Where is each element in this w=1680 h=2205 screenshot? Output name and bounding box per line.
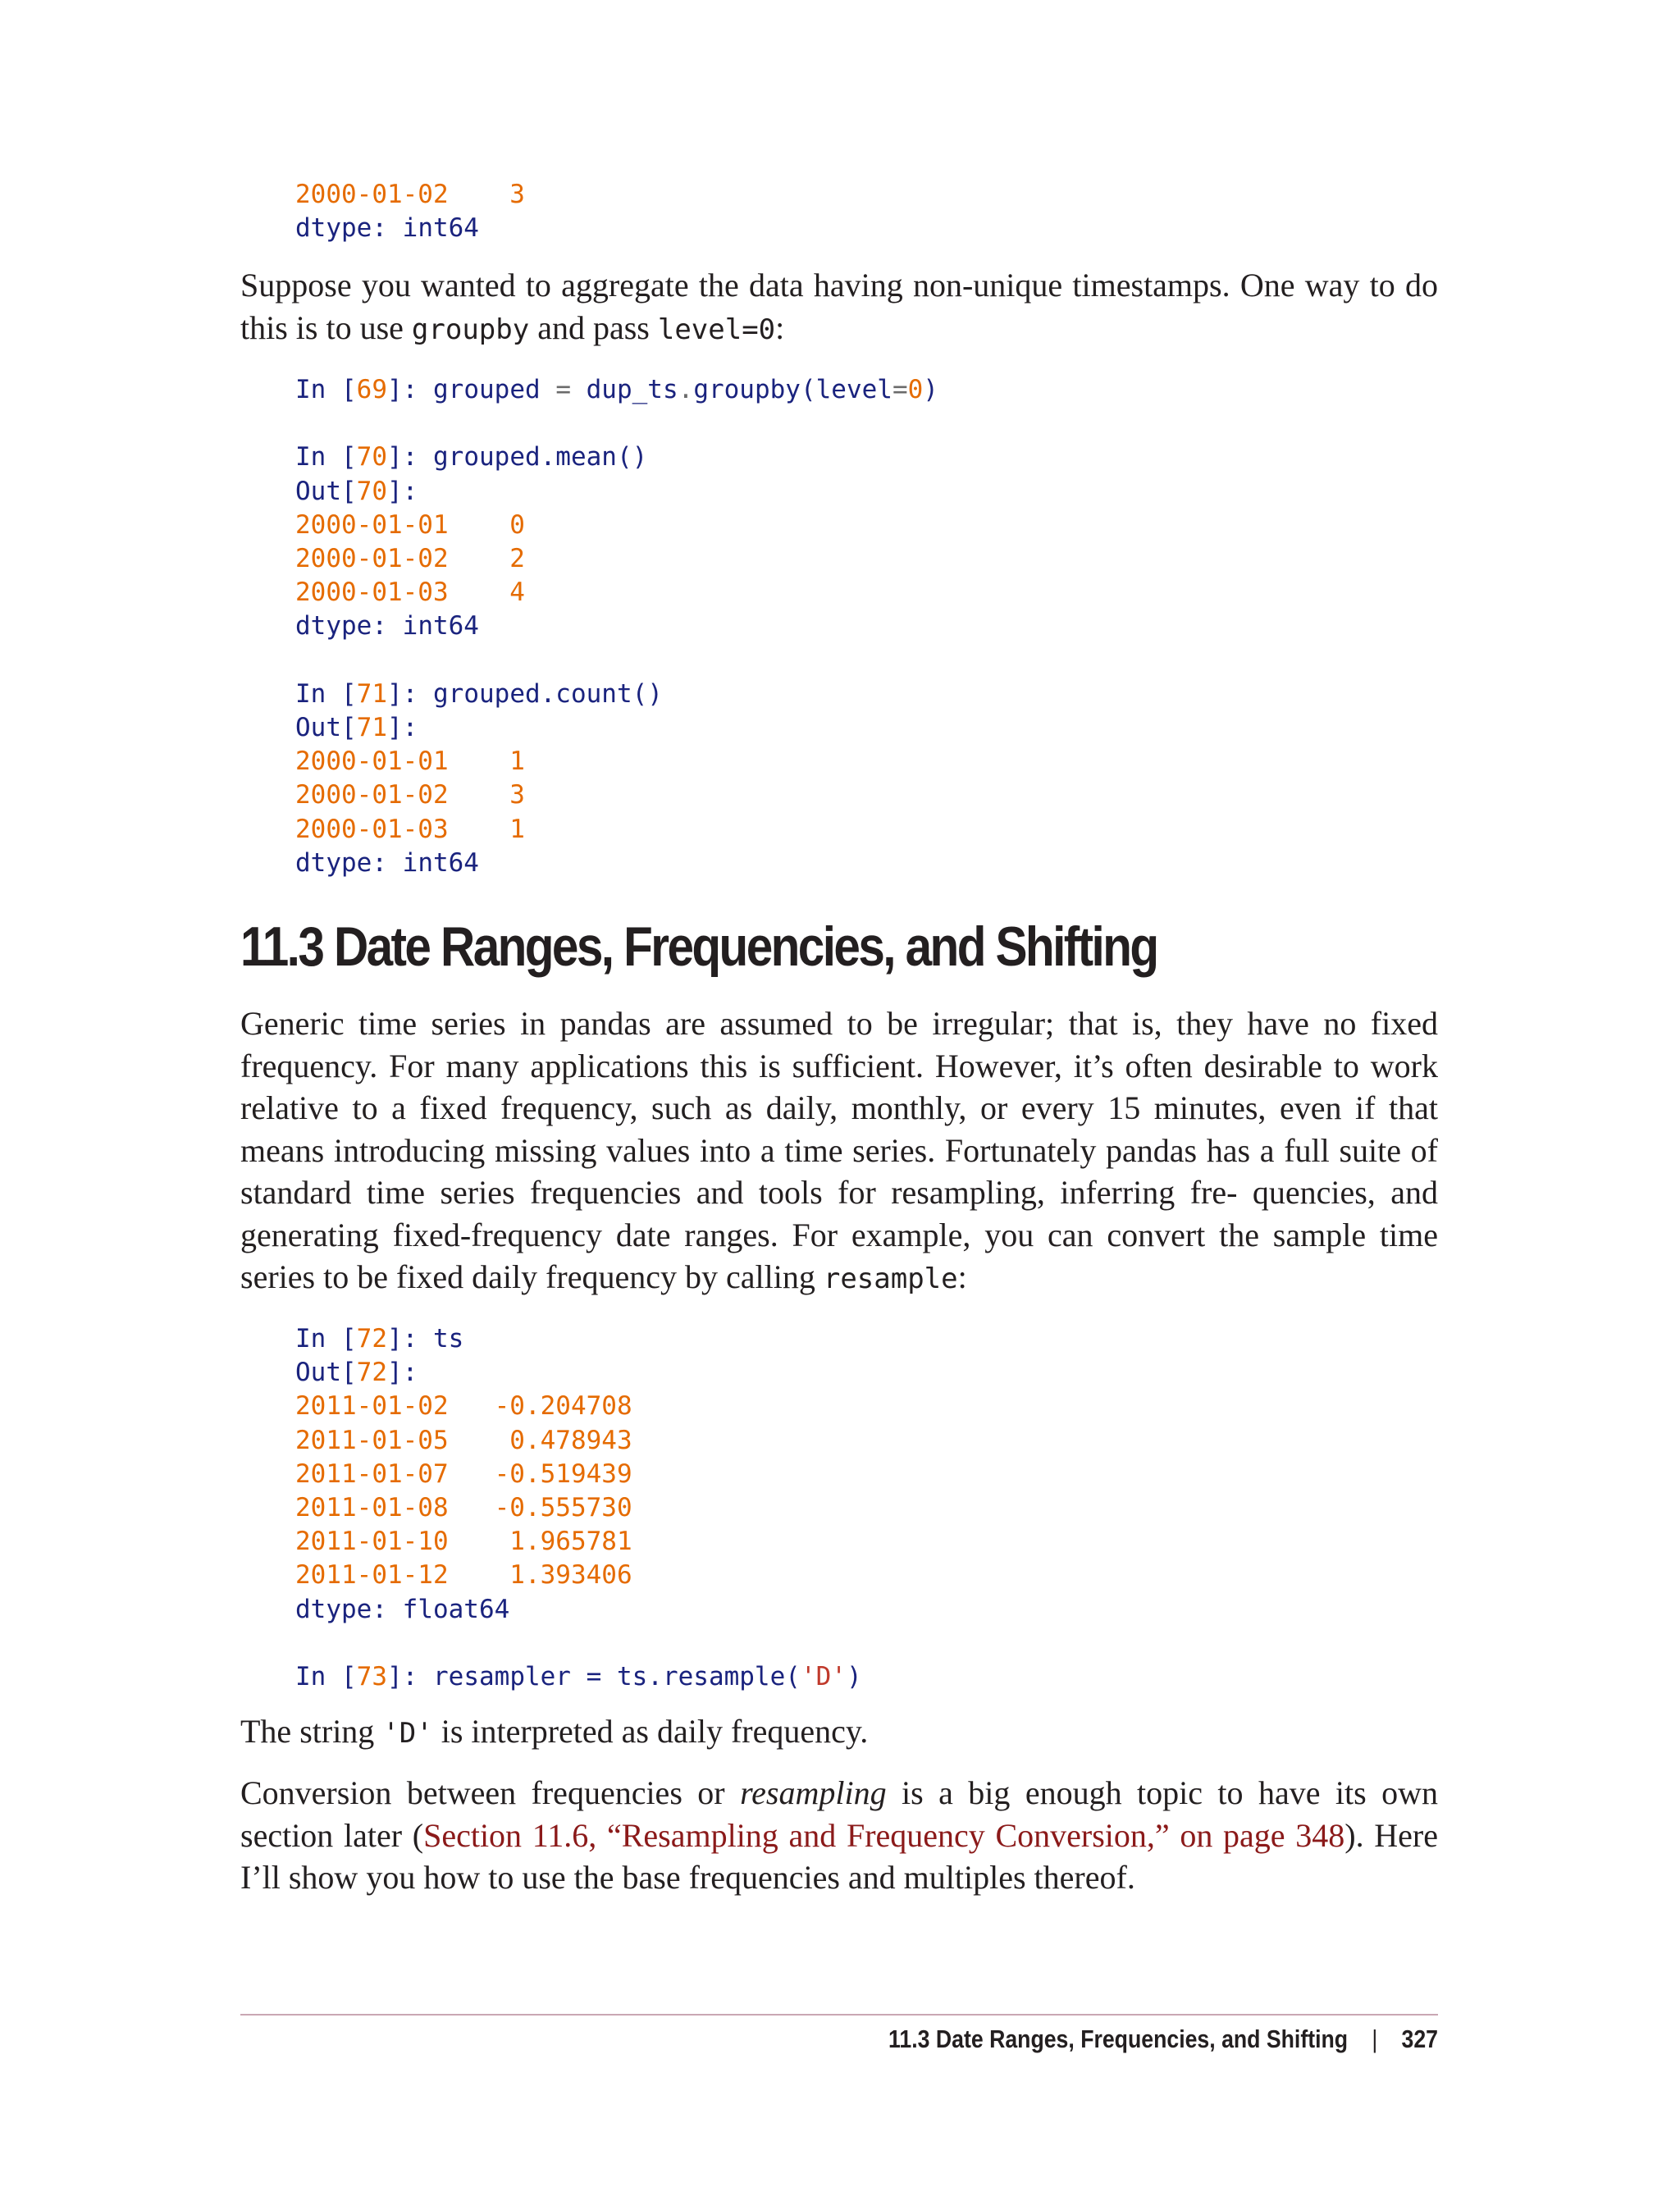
row-value: -0.555730 [494,1493,632,1523]
footer-rule [240,2014,1438,2016]
footer-separator: | [1372,2025,1378,2053]
row-date: 2000-01-03 [295,578,449,608]
code-input: grouped.count() [433,678,663,709]
cell-number: 69 [356,375,387,404]
row-value: 0.478943 [494,1425,632,1455]
text: Generic time series in pandas are assumed to be irregular; that is, they have no fixed frequency. For many applications this is sufficient. However, it’s often desirable to work relative to a fixed frequency, such as daily, monthly, or every 15 minutes, even if that means introducing missing values into a time series. Fortunately pandas has a full suite of standard time series frequencies and tools for resampling, inferring fre‐ quencies, and generating fixed-frequency date ranges. For example, you can convert the sample time series to be fixed daily frequency by calling [240,1005,1438,1295]
row-value: 1.393406 [494,1560,632,1591]
row-value: 1 [509,746,525,777]
code-block-continuation [295,178,525,245]
row-value: 3 [509,780,525,810]
cell-number: 72 [356,1358,387,1388]
cross-reference-link[interactable]: Section 11.6, “Resampling and Frequency Conversion,” on page 348 [423,1816,1345,1854]
cell-number: 70 [356,476,387,506]
dtype-label: dtype: [295,213,387,244]
row-value: 0 [509,509,525,540]
in-prompt: In [295,1662,326,1692]
row-value: 4 [509,578,525,608]
cell-number: 70 [356,442,387,472]
paragraph-daily-string [240,1710,1438,1755]
code-input: ts [433,1324,464,1354]
dtype-label: dtype: [295,847,387,878]
row-date: 2011-01-12 [295,1560,449,1591]
inline-code-D: 'D' [382,1717,433,1750]
out-prompt: Out [295,713,341,743]
row-date: 2011-01-05 [295,1425,449,1455]
row-value: -0.204708 [494,1391,632,1422]
cell-number: 72 [356,1324,387,1354]
row-date: 2000-01-02 [295,780,449,810]
row-date: 2000-01-01 [295,509,449,540]
code-input: grouped.mean() [433,442,648,472]
in-prompt: In [295,678,326,709]
code-string: 'D' [800,1662,847,1692]
text: ). Here I’ll show you how to use the base frequencies and multiples thereof. [240,1816,1438,1896]
paragraph-frequencies [240,1002,1438,1301]
row-value: 2 [509,544,525,574]
code-input: ) [846,1662,862,1692]
page-footer [888,2025,1438,2054]
cell-number: 71 [356,678,387,709]
running-title: 11.3 Date Ranges, Frequencies, and Shifting [888,2025,1349,2053]
out-prompt: Out [295,1358,341,1388]
code-input: resampler = ts.resample( [433,1662,801,1692]
row-date: 2000-01-02 [295,544,449,574]
row-value: 1.965781 [494,1527,632,1557]
paragraph-groupby-intro [240,264,1438,351]
text: : [775,308,785,346]
dtype-value: int64 [402,847,479,878]
out-prompt: Out [295,476,341,506]
row-date: 2000-01-03 [295,814,449,844]
dtype-value: int64 [402,611,479,641]
row-date: 2000-01-01 [295,746,449,777]
cell-number: 71 [356,713,387,743]
row-date: 2011-01-02 [295,1391,449,1422]
book-page [240,0,1438,2205]
dtype-value: float64 [402,1594,510,1624]
row-date: 2011-01-07 [295,1459,449,1489]
cell-number: 73 [356,1662,387,1692]
section-heading: 11.3 Date Ranges, Frequencies, and Shifting [240,915,1157,978]
row-date: 2011-01-08 [295,1493,449,1523]
dtype-label: dtype: [295,1594,387,1624]
row-date: 2000-01-02 [295,180,449,209]
row-value: 3 [509,180,525,209]
code-block-resample: In [72]: ts Out[72]: 2011-01-02 -0.204708 2011-01-05 0.478943 2011-01-07 -0.519439 2011-01-08 -0.555730 2011-01-10 1.965781 2011-01-12 1.393406 dtype: float64 In [73]: resampler = ts.resample('D') [295,1324,862,1692]
in-prompt: In [295,1324,326,1354]
dtype-value: int64 [402,213,479,244]
dtype-label: dtype: [295,611,387,641]
inline-code-level: level=0 [657,313,776,346]
in-prompt: In [295,375,326,404]
row-value: 1 [509,814,525,844]
text: and pass [529,308,658,346]
page-number: 327 [1401,2025,1438,2053]
emphasis-resampling: resampling [740,1774,887,1811]
text: The string [240,1713,383,1750]
inline-code-resample: resample [823,1262,958,1295]
inline-code-groupby: groupby [411,313,530,346]
in-prompt: In [295,442,326,472]
text: Conversion between frequencies or [240,1774,741,1811]
paragraph-resampling [240,1772,1438,1899]
text: is a big enough topic to have its own section later ( [240,1774,1438,1854]
text: Suppose you wanted to aggregate the data having non-unique timestamps. One way to do this is to use [240,267,1438,346]
code-block-groupby: In [69]: grouped = dup_ts.groupby(level=0) In [70]: grouped.mean() Out[70]: 2000-01-01 0 2000-01-02 2 2000-01-03 4 dtype: int64 In [71]: grouped.count() Out[71]: 2000-01-01 1 2000-01-02 3 2000-01-03 1 dtype: int64 [295,375,938,878]
text: is interpreted as daily frequency. [432,1713,869,1750]
row-date: 2011-01-10 [295,1527,449,1557]
row-value: -0.519439 [494,1459,632,1489]
text: : [957,1258,967,1295]
